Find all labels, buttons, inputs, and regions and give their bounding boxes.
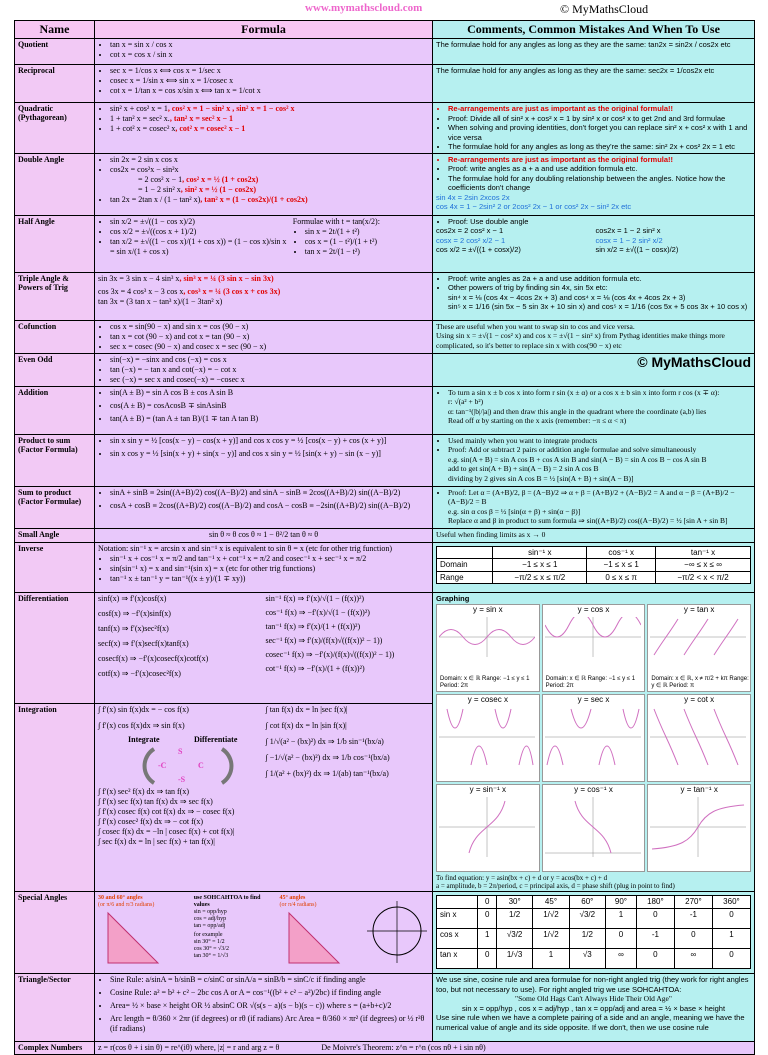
row-name: Small Angle — [15, 528, 95, 542]
comment: We use sine, cosine rule and area formulae for non-right angled trig (they work for right angles too, but not necessary to use). For right angled trig we use SOHCAHTOA: — [436, 975, 749, 994]
site-url[interactable]: www.mymathscloud.com — [305, 2, 423, 14]
formula: • cos x = (1 − t²)/(1 + t²) — [305, 237, 429, 247]
wheel-s: S — [178, 747, 183, 757]
row-name: Sum to product (Factor Formulae) — [15, 486, 95, 528]
comment: Use sine rule when we have a complete pairing of a side and an angle, meaning we have the numerical value of angle and its side opposite. If we don't, then we use cosine rule — [436, 1013, 745, 1032]
formula: sinf(x) ⇒ f′(x)cosf(x) — [98, 593, 167, 603]
row-name: Half Angle — [15, 215, 95, 272]
row-double-angle — [15, 153, 755, 215]
formula-cell — [95, 272, 433, 320]
comment: "Some Old Hags Can't Always Hide Their Old Age" — [515, 994, 672, 1003]
formula: ∫ f′(x) sec² f(x) dx ⇒ tan f(x) — [98, 787, 190, 797]
sohcahtoa-example: tan 30° = 1/√3 — [193, 953, 229, 959]
formula-cell — [95, 704, 433, 892]
triangle-45-subtitle: (or π/4 radians) — [279, 902, 317, 908]
row-triple-angle — [15, 272, 755, 320]
comment: The formulae hold for any angles as long as they are the same: tan2x = sin2x / cos2x etc — [436, 40, 731, 49]
formula: • 1 + cot² x = cosec² x, cot² x = cosec² x − 1 — [110, 124, 429, 134]
integrate-differentiate-wheel — [98, 735, 262, 787]
comment: Read off α by starting on the x axis (remember: −π ≤ α < π) — [448, 416, 627, 425]
comment: sin⁵ x = 1/16 (sin 5x − 5 sin 3x + 10 sin x) and cos⁵ x = 1/16 (cos 5x + 5 cos 3x + 10 cos x) — [448, 302, 748, 311]
sohcahtoa-rule: cos = adj/hyp — [193, 916, 227, 922]
comment: cosx = 2 cos² x/2 − 1 — [436, 235, 506, 245]
comment: dividing by 2 gives sin A cos B = ½ [sin(A + B) + sin(A − B)] — [448, 473, 634, 483]
row-name: Complex Numbers — [15, 1042, 95, 1055]
formula: • cosec x = 1/sin x ⟺ sin x = 1/cosec x — [110, 76, 429, 86]
row-name: Quotient — [15, 39, 95, 65]
formula: • cos2x = cos²x − sin²x — [110, 165, 429, 175]
formula: • tan⁻¹ x ± tan⁻¹ y = tan⁻¹((x ± y)/(1 ∓ xy)) — [110, 574, 429, 584]
row-name: Quadratic (Pythagorean) — [15, 103, 95, 154]
comment-cell — [433, 39, 755, 65]
formula: • tan x/2 = ±√((1 − cos x)/(1 + cos x)) = (1 − cos x)/sin x = sin x/(1 + cos x) — [110, 237, 289, 257]
graph-sec: y = sec x — [542, 694, 646, 782]
formula: ∫ f′(x) cos f(x)dx ⇒ sin f(x) — [98, 721, 185, 731]
formula-cell — [95, 103, 433, 154]
unit-circle-diagram — [365, 895, 429, 965]
graph-cot: y = cot x — [647, 694, 751, 782]
formula: • sec x = cosec (90 − x) and cosec x = sec (90 − x) — [110, 342, 429, 352]
comment: r: √(a² + b²) — [448, 397, 484, 406]
formula: ∫ tan f(x) dx = ln |sec f(x)| — [265, 705, 348, 715]
graph-equation-note: To find equation: y = asin(bx + c) + d or y = acos(bx + c) + d — [436, 874, 608, 882]
graph-arccos: y = cos⁻¹ x — [542, 784, 646, 872]
comment: • Other powers of trig by finding sin 4x, sin 5x etc: — [448, 283, 751, 293]
formula-cell — [95, 320, 433, 353]
formula-cell — [95, 542, 433, 592]
graph-sin: y = sin x Domain: x ∈ ℝ Range: −1 ≤ y ≤ 1 Period: 2π — [436, 604, 540, 692]
triangle-30-60-diagram — [98, 909, 178, 965]
special-angles-table: 0 30° 45° 60° 90° 180° 270° 360° sin x 0 1/2 1/√2 √3/2 1 0 -1 0 cos x 1 √3/2 1/√2 1/2 0 -1 0 1 tan x 0 1/√3 1 √3 ∞ 0 ∞ 0 — [436, 895, 751, 969]
triangle-30-60-subtitle: (or π/6 and π/3 radians) — [98, 902, 155, 908]
sohcahtoa-example: sin 30° = 1/2 — [193, 939, 225, 945]
comment: • Proof: write angles as a + a and use addition formula etc. — [448, 164, 751, 174]
row-name: Integration — [15, 704, 95, 892]
wheel-minus-c: -C — [158, 761, 167, 771]
formula: • sin(A ± B) = sin A cos B ± cos A sin B — [110, 388, 429, 398]
triangle-30-60-title: 30 and 60° angles — [98, 895, 143, 901]
formula: • tan (−x) = − tan x and cot(−x) = − cot x — [110, 365, 429, 375]
inverse-domain-range-table: sin⁻¹ x cos⁻¹ x tan⁻¹ x Domain −1 ≤ x ≤ 1 −1 ≤ x ≤ 1 −∞ ≤ x ≤ ∞ Range −π/2 ≤ x ≤ π/2 0 ≤ x ≤ π −π/2 < x < π/2 — [436, 546, 751, 585]
differentiate-label: Differentiate — [194, 735, 238, 745]
triangle-45-title: 45° angles — [279, 895, 306, 901]
comment: • To turn a sin x ± b cos x into form r sin (x ± α) or a cos x ± b sin x into form r cos (x ∓ α): — [448, 388, 751, 398]
formula-cell — [95, 592, 433, 704]
formula: = 2 cos² x − 1, cos² x = ½ (1 + cos2x) — [138, 174, 259, 184]
comment: e.g. sin α cos β = ½ [sin(α + β) + sin(α − β)] — [448, 506, 581, 516]
mymathscloud-logo-text: © MyMathsCloud — [637, 353, 751, 370]
comment: Replace α and β in product to sum formula ⇒ sin((A+B)/2) cos((A−B)/2) = ½ [sin A + sin B] — [448, 516, 728, 525]
row-quadratic — [15, 103, 755, 154]
comment-cell — [433, 153, 755, 215]
formula: sin⁻¹ f(x) ⇒ f′(x)/√(1 − (f(x))²) — [265, 593, 365, 603]
formula-cell — [95, 528, 433, 542]
formula: ∫ 1/(a² + (bx)²) dx ⇒ 1/(ab) tan⁻¹(bx/a) — [265, 769, 389, 779]
comment: cos2x = 2 cos² x − 1 — [436, 226, 504, 235]
comment: • The formulae hold for any angles as long as they're the same: sin² 2x + cos² 2x = 1 etc — [448, 142, 751, 152]
formula: • tan x = cot (90 − x) and cot x = tan (90 − x) — [110, 332, 429, 342]
formula: ∫ cosec f(x) dx = −ln | cosec f(x) + cot f(x)| — [98, 827, 235, 837]
t-formula-title: Formulae with t = tan(x/2): — [292, 216, 380, 226]
formula: ∫ −1/√(a² − (bx)²) dx ⇒ 1/b cos⁻¹(bx/a) — [265, 753, 390, 763]
name-column-header: Name — [15, 21, 95, 39]
formula-cell — [95, 353, 433, 386]
formula: • cos(A ± B) = cosAcosB ∓ sinAsinB — [110, 401, 429, 411]
sohcahtoa-example: cos 30° = √3/2 — [193, 946, 229, 952]
formula: ∫ f′(x) sec f(x) tan f(x) dx ⇒ sec f(x) — [98, 797, 213, 807]
formula: • sin x = 2t/(1 + t²) — [305, 227, 429, 237]
comment-cell — [433, 272, 755, 320]
graph-tan: y = tan x Domain: x ∈ ℝ, x ≠ π/2 + kπ Range: y ∈ ℝ Period: π — [647, 604, 751, 692]
comment-cell — [433, 528, 755, 542]
row-special-angles — [15, 892, 755, 974]
row-triangle-sector — [15, 974, 755, 1042]
formula: cosec⁻¹ f(x) ⇒ −f′(x)/(f(x)√((f(x))² − 1)) — [265, 649, 395, 659]
formula: • Cosine Rule: a² = b² + c² − 2bc cos A or A = cos⁻¹((b² + c² − a²)/2bc) if finding angle — [110, 988, 429, 998]
comment: e.g. sin(A + B) = sin A cos B + cos A sin B and sin(A − B) = sin A cos B − cos A sin B — [448, 454, 707, 464]
formula: secf(x) ⇒ f′(x)secf(x)tanf(x) — [98, 638, 189, 648]
comment: • Proof: Use double angle — [448, 217, 751, 227]
formula: tanf(x) ⇒ f′(x)sec²f(x) — [98, 623, 169, 633]
formula: • sin x/2 = ±√((1 − cos x)/2) — [110, 217, 289, 227]
formula: • Arc length = θ/360 × 2πr (if degrees) or rθ (if radians) Arc Area = θ/360 × πr² (if degrees) or ½ r²θ (if radians) — [110, 1014, 429, 1034]
comment: • Proof: Add or subtract 2 pairs or addition angle formulae and solve simultaneously — [448, 445, 751, 455]
wheel-c: C — [198, 761, 204, 771]
formula: • Area= ½ × base × height OR ½ absinC OR √(s(s − a)(s − b)(s − c)) where s = (a+b+c)/2 — [110, 1001, 429, 1011]
row-small-angle — [15, 528, 755, 542]
row-name: Cofunction — [15, 320, 95, 353]
formula-cell — [95, 39, 433, 65]
row-cofunction — [15, 320, 755, 353]
row-reciprocal — [15, 65, 755, 103]
comment: • Used mainly when you want to integrate products — [448, 436, 751, 446]
comment: cosx = 1 − 2 sin² x/2 — [595, 235, 663, 245]
comment: The formulae hold for any angles as long as they are the same: sec2x = 1/cos2x etc — [436, 66, 715, 75]
graph-cosec: y = cosec x — [436, 694, 540, 782]
cycle-arrows-icon — [138, 743, 238, 787]
comment-cell — [433, 353, 755, 386]
comment: α: tan⁻¹(|b|/|a|) and then draw this angle in the quadrant where the coordinate (a,b) lies — [448, 406, 707, 416]
comment-cell — [433, 103, 755, 154]
row-name: Product to sum (Factor Formula) — [15, 434, 95, 486]
formula: ∫ f′(x) cosec f(x) cot f(x) dx ⇒ − cosec f(x) — [98, 807, 235, 817]
formula-cell — [95, 153, 433, 215]
formula: • sin 2x = 2 sin x cos x — [110, 155, 429, 165]
comment-cell — [433, 434, 755, 486]
comment-cell — [433, 386, 755, 434]
comment: • Proof: Divide all of sin² x + cos² x = 1 by sin² x or cos² x to get 2nd and 3rd formulae — [448, 114, 751, 124]
formula-cell — [95, 65, 433, 103]
comment: sin x = opp/hyp , cos x = adj/hyp , tan x = opp/adj and area = ½ × base × height — [461, 1003, 726, 1013]
formula: ∫ f′(x) sin f(x)dx = − cos f(x) — [98, 705, 189, 715]
comment: sin x/2 = ±√((1 − cosx)/2) — [595, 245, 679, 254]
comment: cos x/2 = ±√((1 + cosx)/2) — [436, 245, 521, 254]
formula-cell — [95, 486, 433, 528]
sohcahtoa-example-title: for example — [193, 932, 223, 938]
graph-arcsin: y = sin⁻¹ x — [436, 784, 540, 872]
comment: • Proof: Let α = (A+B)/2, β = (A−B)/2 ⇒ α + β = (A+B)/2 + (A−B)/2 = A and α − β = (A+B)/2 − (A−B)/2 = B — [448, 488, 751, 507]
formula-cell — [95, 892, 433, 974]
formula: cos 3x = 4 cos³ x − 3 cos x, cos³ x = ¼ (3 cos x + cos 3x) — [98, 286, 281, 296]
formula-cell — [95, 215, 433, 272]
formula: • 1 + tan² x = sec² x., tan² x = sec² x − 1 — [110, 114, 429, 124]
row-product-to-sum — [15, 434, 755, 486]
sohcahtoa-rule: sin = opp/hyp — [193, 909, 227, 915]
row-even-odd — [15, 353, 755, 386]
comment: sin⁴ x = ⅛ (cos 4x − 4cos 2x + 3) and cos⁴ x = ⅛ (cos 4x + 4cos 2x + 3) — [448, 292, 686, 302]
formula: ∫ sec f(x) dx = ln | sec f(x) + tan f(x)| — [98, 837, 215, 847]
formula: • sin⁻¹ x + cos⁻¹ x = π/2 and tan⁻¹ x + cot⁻¹ x = π/2 and cosec⁻¹ x + sec⁻¹ x = π/2 — [110, 554, 429, 564]
formula: cot⁻¹ f(x) ⇒ −f′(x)/(1 + (f(x))²) — [265, 663, 365, 673]
comment: These are useful when you want to swap sin to cos and vice versa. — [436, 321, 635, 331]
row-half-angle — [15, 215, 755, 272]
formula: De Moivre's Theorem: z^n = r^n (cos nθ + i sin nθ) — [321, 1043, 486, 1052]
graphing-cell — [433, 592, 755, 892]
formula-cell — [95, 434, 433, 486]
wheel-minus-s: -S — [178, 775, 186, 785]
row-name: Inverse — [15, 542, 95, 592]
formula: • tan 2x = 2tan x / (1 − tan² x), tan² x = (1 − cos2x)/(1 + cos2x) — [110, 195, 429, 205]
formula: cosecf(x) ⇒ −f′(x)cosecf(x)cotf(x) — [98, 653, 209, 663]
formula: • sin(−x) = −sinx and cos (−x) = cos x — [110, 355, 429, 365]
formula: • sin² x + cos² x = 1, cos² x = 1 − sin² x , sin² x = 1 − cos² x — [110, 104, 429, 114]
formula-cell — [95, 1042, 755, 1055]
row-complex-numbers — [15, 1042, 755, 1055]
formula: • tan(A ± B) = (tan A ± tan B)/(1 ∓ tan A tan B) — [110, 414, 429, 424]
comment: add to get sin(A + B) + sin(A − B) = 2 sin A cos B — [448, 464, 599, 473]
comment: • Proof: write angles as 2a + a and use addition formula etc. — [448, 274, 751, 284]
formula-sheet — [14, 20, 755, 1055]
formula: cos⁻¹ f(x) ⇒ −f′(x)/√(1 − (f(x))²) — [265, 607, 370, 617]
graph-equation-note: a = amplitude, b = 2π/period, c = principal axis, d = phase shift (plug in point to find) — [436, 882, 675, 890]
row-name: Triangle/Sector — [15, 974, 95, 1042]
graph-cos: y = cos x Domain: x ∈ ℝ Range: −1 ≤ y ≤ 1 Period: 2π — [542, 604, 646, 692]
comment-cell — [433, 320, 755, 353]
formula: tan⁻¹ f(x) ⇒ f′(x)/(1 + (f(x))²) — [265, 621, 361, 631]
formula: z = r(cos θ + i sin θ) = re^(iθ) where, |z| = r and arg z = θ — [98, 1043, 280, 1052]
comments-column-header: Comments, Common Mistakes And When To Use — [433, 21, 755, 39]
formula: • sin x cos y = ½ [sin(x + y) + sin(x − y)] and cos x sin y = ½ [sin(x + y) − sin (x − y)] — [110, 449, 429, 459]
row-inverse — [15, 542, 755, 592]
formula: • sin x sin y = ½ [cos(x − y) − cos(x + y)] and cos x cos y = ½ [cos(x − y) + cos (x + y)] — [110, 436, 429, 446]
row-name: Reciprocal — [15, 65, 95, 103]
comment-cell — [433, 215, 755, 272]
comment: • Re-arrangements are just as important as the original formula!! — [448, 155, 751, 165]
row-name: Even Odd — [15, 353, 95, 386]
formula: ∫ 1/√(a² − (bx)²) dx ⇒ 1/b sin⁻¹(bx/a) — [265, 737, 384, 747]
formula: ∫ f′(x) cosec² f(x) dx ⇒ − cot f(x) — [98, 817, 204, 827]
comment: • When solving and proving identities, don't forget you can replace sin² x + cos² x with 1 and vice versa — [448, 123, 751, 142]
formula: • cot x = cos x / sin x — [110, 50, 429, 60]
comment: Useful when finding limits as x → 0 — [436, 529, 546, 539]
row-sum-to-product — [15, 486, 755, 528]
row-name: Special Angles — [15, 892, 95, 974]
integrate-label: Integrate — [128, 735, 160, 745]
row-name: Double Angle — [15, 153, 95, 215]
formula: tan 3x = (3 tan x − tan³ x)/(1 − 3tan² x) — [98, 296, 223, 306]
comment: Using sin x = ±√(1 − cos² x) and cos x = ±√(1 − sin² x) from Pythag identities make things more complicated, so it's better to replace sin x with cos(90 − x) etc — [436, 331, 725, 350]
formula: • tan x = sin x / cos x — [110, 40, 429, 50]
formula: • cos x = sin(90 − x) and sin x = cos (90 − x) — [110, 322, 429, 332]
sohcahtoa-title: use SOHCAHTOA to find values — [193, 895, 261, 908]
formula: sec⁻¹ f(x) ⇒ f′(x)/(f(x)√((f(x))² − 1)) — [265, 635, 383, 645]
formula: = 1 − 2 sin² x, sin² x = ½ (1 − cos2x) — [138, 184, 257, 194]
formula: • sinA + sinB ≡ 2sin((A+B)/2) cos((A−B)/2) and sinA − sinB ≡ 2cos((A+B)/2) sin((A−B)/2) — [110, 488, 429, 498]
formula: • sec (−x) = sec x and cosec(−x) = −cosec x — [110, 375, 429, 385]
formula: sin θ ≈ θ cos θ ≈ 1 − θ²/2 tan θ ≈ θ — [208, 529, 319, 539]
row-name: Triple Angle & Powers of Trig — [15, 272, 95, 320]
comment: sin 4x = 2sin 2xcos 2x — [436, 192, 510, 202]
graph-grid — [436, 604, 751, 872]
graph-arctan: y = tan⁻¹ x — [647, 784, 751, 872]
formula: sin 3x = 3 sin x − 4 sin³ x, sin³ x = ¼ (3 sin x − sin 3x) — [98, 273, 274, 283]
formula: Notation: sin⁻¹ x = arcsin x and sin⁻¹ x is equivalent to sin θ = x (etc for other trig function) — [98, 543, 393, 553]
formula: ∫ cot f(x) dx = ln |sin f(x)| — [265, 721, 347, 731]
formula-cell — [95, 974, 433, 1042]
row-addition — [15, 386, 755, 434]
formula: • cot x = 1/tan x = cos x/sin x ⟺ tan x = 1/cot x — [110, 86, 429, 96]
row-name: Addition — [15, 386, 95, 434]
comment-cell — [433, 974, 755, 1042]
formula: • sec x = 1/cos x ⟺ cos x = 1/sec x — [110, 66, 429, 76]
copyright: © MyMathsCloud — [560, 2, 649, 16]
comment-cell — [433, 65, 755, 103]
triangle-45-diagram — [279, 909, 349, 965]
formula: cosf(x) ⇒ −f′(x)sinf(x) — [98, 608, 171, 618]
formula: • cosA + cosB ≡ 2cos((A+B)/2) cos((A−B)/2) and cosA − cosB ≡ −2sin((A+B)/2) sin((A−B)/2) — [110, 501, 429, 511]
formula: cotf(x) ⇒ −f′(x)cosec²f(x) — [98, 668, 181, 678]
row-name: Differentiation — [15, 592, 95, 704]
comment: • The formulae hold for any doubling relationship between the angles. Notice how the coefficients don't change — [448, 174, 751, 193]
comment-cell — [433, 542, 755, 592]
comment-cell — [433, 486, 755, 528]
row-quotient — [15, 39, 755, 65]
comment: cos2x = 1 − 2 sin² x — [595, 226, 661, 235]
comment-cell — [433, 892, 755, 974]
formula-cell — [95, 386, 433, 434]
formula: • Sine Rule: a/sinA = b/sinB = c/sinC or sinA/a = sinB/b = sinC/c if finding angle — [110, 975, 429, 985]
formula-column-header: Formula — [95, 21, 433, 39]
comment: cos 4x = 1 − 2sin² 2 or 2cos² 2x − 1 or cos² 2x − sin² 2x etc — [436, 202, 632, 211]
formula: • sin(sin⁻¹ x) = x and sin⁻¹(sin x) = x (etc for other trig functions) — [110, 564, 429, 574]
sohcahtoa-rule: tan = opp/adj — [193, 923, 226, 929]
row-differentiation — [15, 592, 755, 704]
formula: • cos x/2 = ±√((cos x + 1)/2) — [110, 227, 289, 237]
formula: • tan x = 2t/(1 − t²) — [305, 247, 429, 257]
comment: • Re-arrangements are just as important as the original formula!! — [448, 104, 751, 114]
graphing-title: Graphing — [436, 593, 470, 603]
